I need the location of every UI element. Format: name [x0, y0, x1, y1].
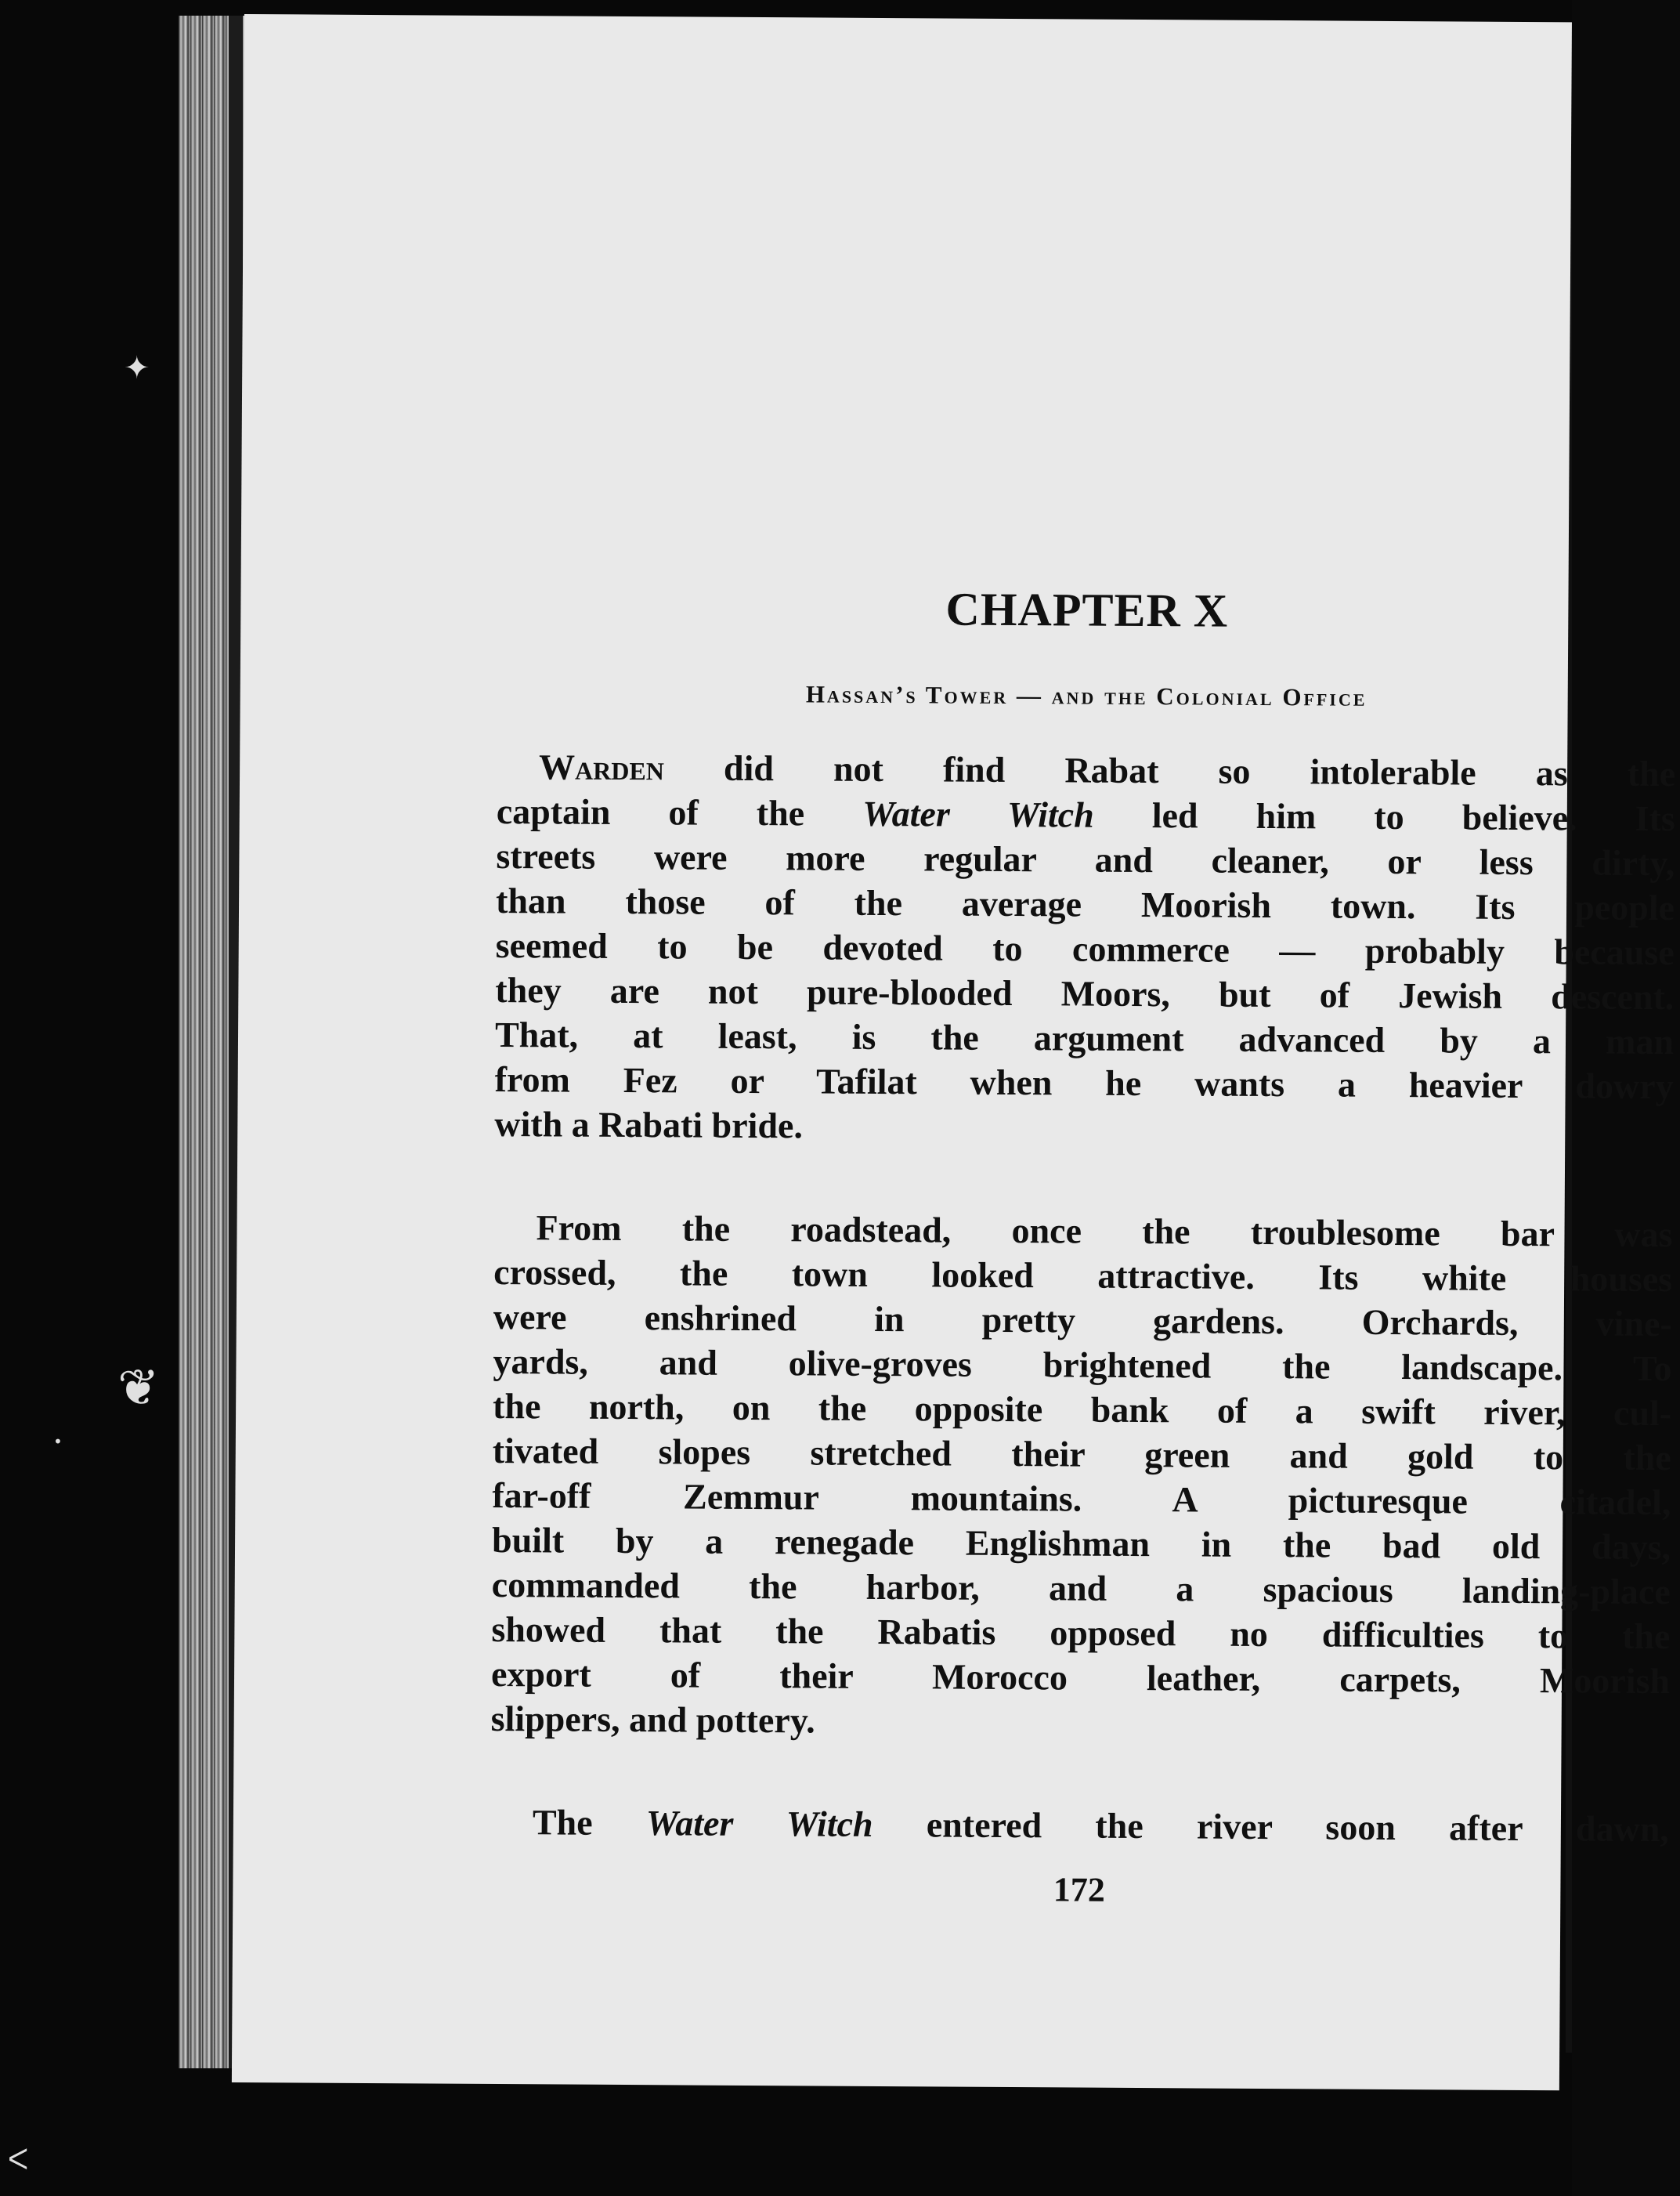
paragraph-line: export of their Morocco leather, carpets, Moorish [490, 1653, 1671, 1702]
paragraph-line: That, at least, is the argument advanced by a man [494, 1014, 1675, 1062]
lead-word: Warden [538, 747, 665, 788]
ship-name: Water Witch [645, 1803, 873, 1844]
chapter-title: CHAPTER X [945, 583, 1229, 637]
paragraph-line: streets were more regular and cleaner, or less dirty, [496, 835, 1675, 884]
paragraph-line: tivated slopes stretched their green and gold to the [492, 1430, 1671, 1478]
paragraph-line: From the roadstead, once the troublesome bar was [536, 1207, 1673, 1255]
paragraph-line: showed that the Rabatis opposed no difficulties to the [491, 1608, 1671, 1657]
paragraph-line: built by a renegade Englishman in the bad old days, [491, 1519, 1671, 1568]
paragraph-line: yards, and olive-groves brightened the landscape. To [493, 1340, 1672, 1389]
paragraph-line: far-off Zemmur mountains. A picturesque citadel, [492, 1474, 1671, 1523]
paragraph-line: seemed to be devoted to commerce — probably because [495, 924, 1675, 973]
paragraph-line: the north, on the opposite bank of a swift river, cul- [492, 1385, 1672, 1434]
book-page [232, 14, 1676, 2090]
margin-blot-icon: ❦ [117, 1359, 160, 1417]
paragraph-line: they are not pure-blooded Moors, but of Jewish descent. [495, 969, 1675, 1018]
corner-mark-icon: ᐸ [8, 2144, 29, 2176]
paragraph-line: captain of the Water Witch led him to believe. Its [496, 790, 1675, 839]
paragraph-line: than those of the average Moorish town. Its people [495, 880, 1675, 928]
margin-ornament-icon: ✦ [124, 350, 150, 386]
paragraph-line: commanded the harbor, and a spacious landing-place [491, 1564, 1671, 1612]
paragraph-line: from Fez or Tafilat when he wants a heavier dowry [494, 1058, 1674, 1107]
paragraph-line: Warden did not find Rabat so intolerable as the [538, 747, 1676, 794]
paragraph-2 [491, 1205, 1673, 1748]
page-number: 172 [1053, 1870, 1106, 1909]
paragraph-line: slippers, and pottery. [490, 1698, 815, 1741]
margin-dot-icon: • [53, 1432, 63, 1451]
chapter-subtitle: Hassan’s Tower — and the Colonial Office [805, 680, 1367, 711]
ship-name: Water Witch [862, 793, 1094, 835]
paragraph-line: were enshrined in pretty gardens. Orchards, vine- [493, 1296, 1672, 1344]
page-text-block [490, 16, 1680, 1909]
paragraph-line: crossed, the town looked attractive. Its white houses [493, 1251, 1673, 1300]
paragraph-line: The Water Witch entered the river soon after dawn, [532, 1802, 1670, 1850]
paragraph-1 [494, 744, 1675, 1153]
paragraph-3 [490, 1800, 1669, 1851]
paragraph-line: with a Rabati bride. [494, 1103, 804, 1146]
